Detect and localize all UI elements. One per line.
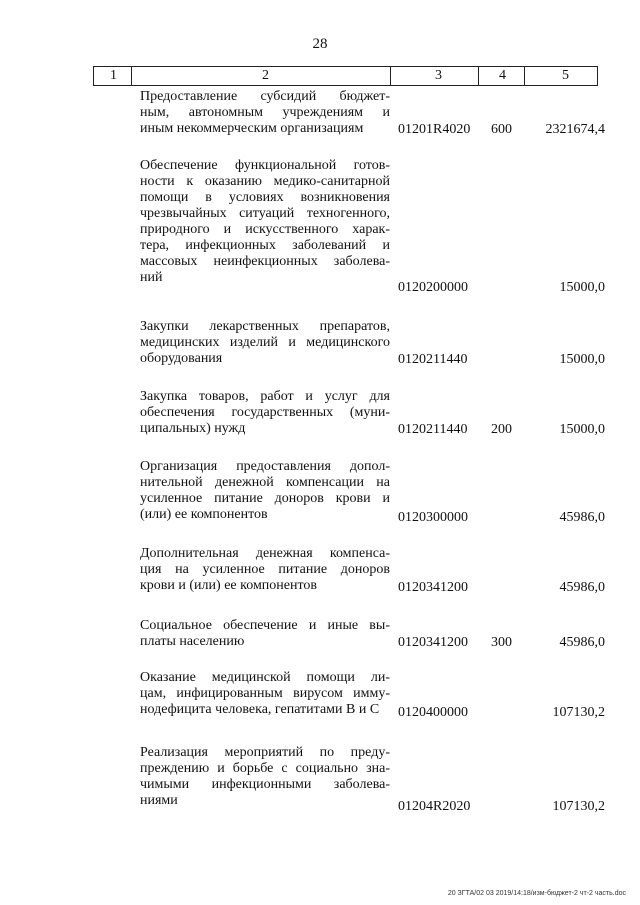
amount-value: 107130,2 [552,799,605,814]
description-line: массовых неинфекционных заболева- [140,254,390,269]
expense-type-code: 200 [491,422,512,437]
amount-value: 45986,0 [559,510,605,525]
target-article-code: 0120211440 [398,352,468,367]
page-number: 28 [312,36,328,52]
row-description [140,389,390,437]
description-line: платы населению [140,634,245,649]
description-line: нодефицита человека, гепатитами В и С [140,702,380,717]
description-line: ным, автономным учреждениям и [140,105,390,120]
description-line: цам, инфицированным вирусом имму- [140,686,390,701]
expense-type-code: 300 [491,635,512,650]
amount-value: 15000,0 [559,280,605,295]
target-article-code: 0120211440 [398,422,468,437]
amount-value: 45986,0 [559,580,605,595]
row-description [140,158,390,286]
description-line: Социальное обеспечение и иные вы- [140,618,390,633]
column-divider [390,67,391,85]
description-line: Дополнительная денежная компенса- [140,546,390,561]
column-1-label: 1 [110,68,117,83]
description-line: ципальных) нужд [140,421,246,436]
amount-value: 107130,2 [552,705,605,720]
description-line: оборудования [140,351,223,366]
description-line: ности к оказанию медико-санитарной [140,174,390,189]
description-line: Организация предоставления допол- [140,459,390,474]
column-4-label: 4 [499,68,506,83]
description-line: иным некоммерческим организациям [140,121,364,136]
expense-type-code: 600 [491,122,512,137]
description-line: чимыми инфекционными заболева- [140,777,390,792]
target-article-code: 0120300000 [398,510,468,525]
description-line: медицинских изделий и медицинского [140,335,390,350]
row-description [140,459,390,523]
description-line: Предоставление субсидий бюджет- [140,89,390,104]
table-column-header [93,66,598,86]
description-line: ция на усиленное питание доноров [140,562,390,577]
target-article-code: 01204R2020 [398,799,471,814]
amount-value: 15000,0 [559,352,605,367]
column-divider [478,67,479,85]
row-description [140,745,390,809]
description-line: Закупка товаров, работ и услуг для [140,389,390,404]
column-2-label: 2 [262,68,269,83]
description-line: природного и искусственного харак- [140,222,390,237]
description-line: Оказание медицинской помощи ли- [140,670,390,685]
target-article-code: 0120341200 [398,580,468,595]
description-line: усиленное питание доноров крови и [140,491,390,506]
footer-file-note: 20 ЗГТА/02 03 2019/14:18/изм-бюджет-2 чт-2 часть.doc [447,890,626,897]
column-5-label: 5 [562,68,569,83]
target-article-code: 0120400000 [398,705,468,720]
amount-value: 15000,0 [559,422,605,437]
target-article-code: 0120200000 [398,280,468,295]
target-article-code: 01201R4020 [398,122,471,137]
description-line: (или) ее компонентов [140,507,268,522]
row-description [140,546,390,594]
description-line: нительной денежной компенсации на [140,475,390,490]
row-description [140,319,390,367]
row-description [140,618,390,650]
row-description [140,670,390,718]
column-divider [524,67,525,85]
column-3-label: 3 [435,68,442,83]
amount-value: 45986,0 [559,635,605,650]
description-line: тера, инфекционных заболеваний и [140,238,390,253]
target-article-code: 0120341200 [398,635,468,650]
description-line: ниями [140,793,178,808]
description-line: обеспечения государственных (муни- [140,405,390,420]
description-line: Обеспечение функциональной готов- [140,158,390,173]
row-description [140,89,390,137]
description-line: крови и (или) ее компонентов [140,578,318,593]
description-line: Закупки лекарственных препаратов, [140,319,390,334]
description-line: ний [140,270,163,285]
description-line: Реализация мероприятий по преду- [140,745,390,760]
description-line: помощи в условиях возникновения [140,190,390,205]
description-line: преждению и борьбе с социально зна- [140,761,390,776]
amount-value: 2321674,4 [545,122,605,137]
description-line: чрезвычайных ситуаций техногенного, [140,206,390,221]
column-divider [131,67,132,85]
